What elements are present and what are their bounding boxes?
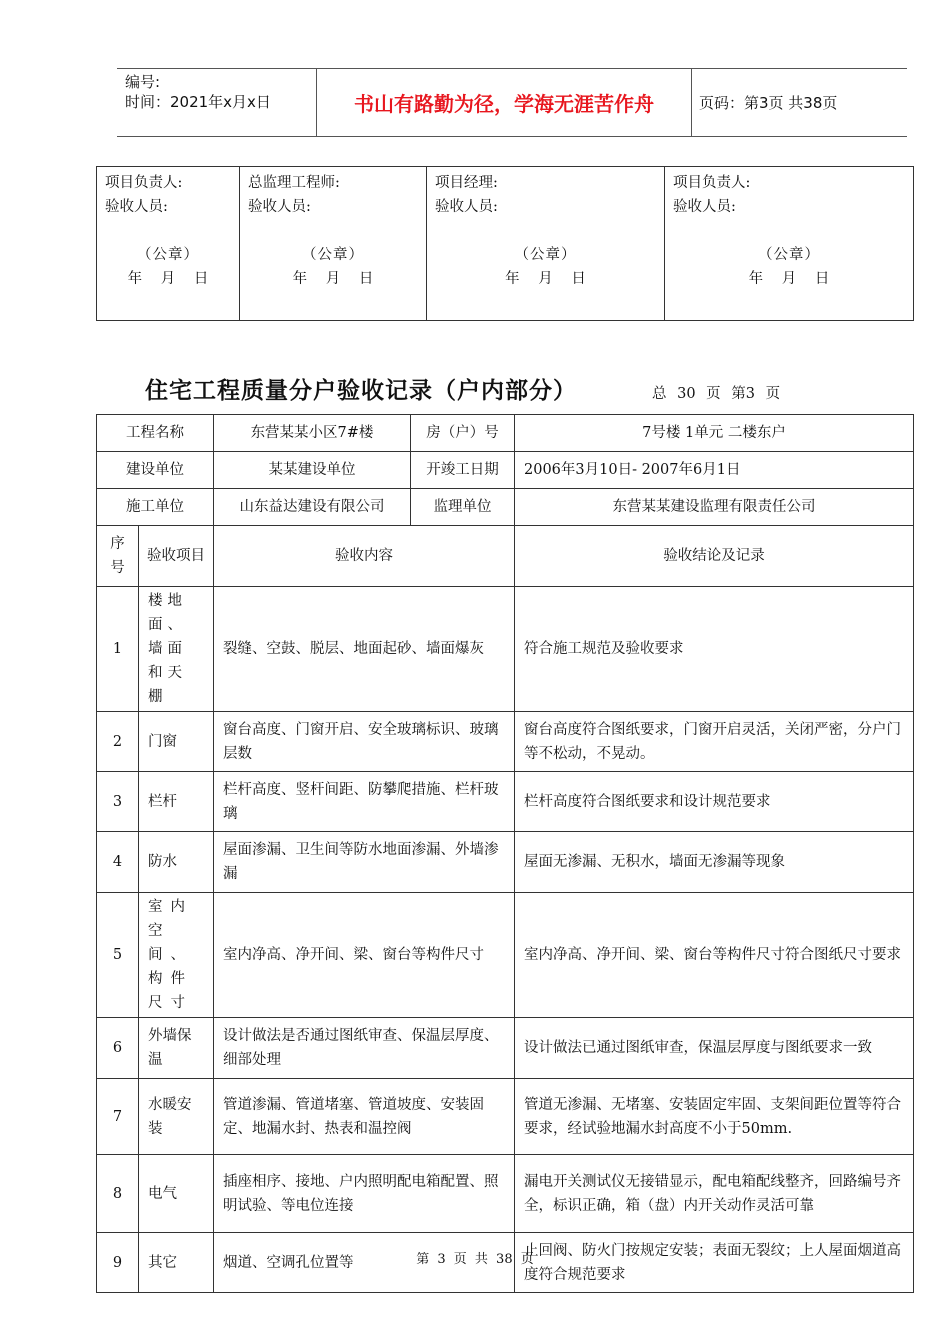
column-header-row (97, 526, 914, 587)
row-result: 管道无渗漏、无堵塞、安装固定牢固、支架间距位置等符合要求，经试验地漏水封高度不小于50mm. (515, 1079, 914, 1155)
page-count: 总 30 页 第3 页 (652, 386, 781, 402)
contractor-value: 山东益达建设有限公司 (214, 489, 411, 526)
signature-inspector: 验收人员: (673, 199, 736, 215)
row-content: 屋面渗漏、卫生间等防水地面渗漏、外墙渗漏 (214, 832, 515, 893)
inspection-table (96, 414, 914, 1293)
row-item: 水暖安装 (139, 1079, 214, 1155)
row-no: 5 (97, 893, 139, 1018)
form-title: 住宅工程质量分户验收记录（户内部分） (145, 378, 577, 404)
row-result: 室内净高、净开间、梁、窗台等构件尺寸符合图纸尺寸要求 (515, 893, 914, 1018)
builder-value: 某某建设单位 (214, 452, 411, 489)
signature-role: 项目负责人: (105, 175, 183, 191)
time-label: 时间：2021年x月x日 (125, 93, 271, 111)
row-item: 门窗 (139, 712, 214, 772)
row-content: 设计做法是否通过图纸审查、保温层厚度、细部处理 (214, 1018, 515, 1079)
row-content: 室内净高、净开间、梁、窗台等构件尺寸 (214, 893, 515, 1018)
row-item: 其它 (139, 1233, 214, 1293)
row-result: 屋面无渗漏、无积水，墙面无渗漏等现象 (515, 832, 914, 893)
supervisor-value: 东营某某建设监理有限责任公司 (515, 489, 914, 526)
row-content: 裂缝、空鼓、脱层、地面起砂、墙面爆灰 (214, 587, 515, 712)
page-footer: 第 3 页 共 38 页 (416, 1252, 534, 1267)
signature-role: 总监理工程师: (248, 175, 340, 191)
project-name-label: 工程名称 (97, 415, 214, 452)
header-motto: 书山有路勤为径，学海无涯苦作舟 (317, 69, 692, 136)
row-item: 栏杆 (139, 772, 214, 832)
table-row (97, 893, 914, 1018)
row-content: 栏杆高度、竖杆间距、防攀爬措施、栏杆玻璃 (214, 772, 515, 832)
row-no: 4 (97, 832, 139, 893)
signature-role: 项目经理: (435, 175, 498, 191)
row-item: 室内空间、构件尺寸 (139, 893, 214, 1018)
row-no: 2 (97, 712, 139, 772)
builder-label: 建设单位 (97, 452, 214, 489)
table-row (97, 587, 914, 712)
signature-stamp: （公章） (302, 247, 364, 263)
info-row (97, 452, 914, 489)
signature-inspector: 验收人员: (105, 199, 168, 215)
page-header (117, 68, 907, 137)
info-row (97, 415, 914, 452)
signature-inspector: 验收人员: (248, 199, 311, 215)
row-result: 窗台高度符合图纸要求，门窗开启灵活，关闭严密，分户门等不松动，不晃动。 (515, 712, 914, 772)
row-item: 电气 (139, 1155, 214, 1233)
table-row (97, 772, 914, 832)
signature-table (96, 166, 914, 321)
row-result: 止回阀、防火门按规定安装；表面无裂纹；上人屋面烟道高度符合规范要求 (515, 1233, 914, 1293)
signature-cell (97, 167, 240, 321)
row-no: 3 (97, 772, 139, 832)
row-result: 设计做法已通过图纸审查，保温层厚度与图纸要求一致 (515, 1018, 914, 1079)
contractor-label: 施工单位 (97, 489, 214, 526)
table-row (97, 832, 914, 893)
row-result: 漏电开关测试仪无接错显示，配电箱配线整齐，回路编号齐全，标识正确，箱（盘）内开关动作灵活可靠 (515, 1155, 914, 1233)
signature-cell (665, 167, 914, 321)
signature-date: 年 月 日 (292, 271, 374, 287)
signature-date: 年 月 日 (127, 271, 209, 287)
header-page-label: 页码：第3页 共38页 (699, 94, 838, 112)
row-result: 栏杆高度符合图纸要求和设计规范要求 (515, 772, 914, 832)
unit-value: 7号楼 1单元 二楼东户 (515, 415, 914, 452)
row-no: 6 (97, 1018, 139, 1079)
table-row (97, 1018, 914, 1079)
row-content: 烟道、空调孔位置等 (214, 1233, 515, 1293)
row-item: 楼地面、墙面和天棚 (139, 587, 214, 712)
header-meta (117, 69, 317, 136)
row-no: 1 (97, 587, 139, 712)
dates-label: 开竣工日期 (411, 452, 515, 489)
signature-stamp: （公章） (514, 247, 577, 263)
signature-stamp: （公章） (137, 247, 199, 263)
signature-role: 项目负责人: (673, 175, 751, 191)
serial-label: 编号: (125, 73, 161, 91)
info-row (97, 489, 914, 526)
col-content-header: 验收内容 (214, 526, 515, 587)
signature-stamp: （公章） (758, 247, 820, 263)
row-item: 防水 (139, 832, 214, 893)
row-no: 9 (97, 1233, 139, 1293)
row-content: 管道渗漏、管道堵塞、管道坡度、安装固定、地漏水封、热表和温控阀 (214, 1079, 515, 1155)
row-no: 8 (97, 1155, 139, 1233)
row-item: 外墙保温 (139, 1018, 214, 1079)
project-name: 东营某某小区7#楼 (214, 415, 411, 452)
supervisor-label: 监理单位 (411, 489, 515, 526)
signature-cell (427, 167, 665, 321)
table-row (97, 712, 914, 772)
col-item-header: 验收项目 (139, 526, 214, 587)
row-content: 插座相序、接地、户内照明配电箱配置、照明试验、等电位连接 (214, 1155, 515, 1233)
signature-inspector: 验收人员: (435, 199, 498, 215)
signature-cell (240, 167, 427, 321)
signature-date: 年 月 日 (505, 271, 586, 287)
signature-date: 年 月 日 (748, 271, 830, 287)
table-row (97, 1079, 914, 1155)
row-no: 7 (97, 1079, 139, 1155)
col-no-header: 序号 (97, 526, 139, 587)
col-result-header: 验收结论及记录 (515, 526, 914, 587)
row-result: 符合施工规范及验收要求 (515, 587, 914, 712)
dates-value: 2006年3月10日- 2007年6月1日 (515, 452, 914, 489)
table-row (97, 1155, 914, 1233)
row-content: 窗台高度、门窗开启、安全玻璃标识、玻璃层数 (214, 712, 515, 772)
unit-label: 房（户）号 (411, 415, 515, 452)
